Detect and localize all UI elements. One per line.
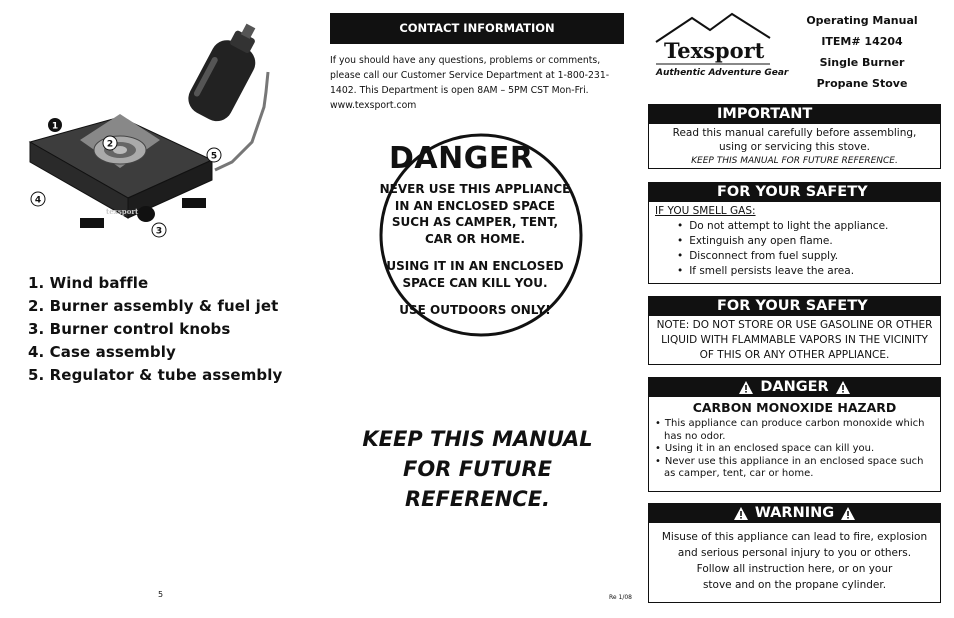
warning-line: Follow all instruction here, or on your [696, 563, 893, 575]
warning-triangle-icon [835, 380, 851, 395]
list-item: • This appliance can produce carbon monoxide which has no odor. [655, 418, 934, 443]
warning-triangle-icon [733, 506, 749, 521]
safety-title-2: FOR YOUR SAFETY [649, 297, 940, 316]
control-knob [137, 206, 155, 222]
warning-box [648, 503, 941, 603]
gas-instructions-list [655, 219, 934, 279]
callout-3 [152, 223, 166, 237]
callout-4 [31, 192, 45, 206]
danger-seal-warning-2: USING IT IN AN ENCLOSED SPACE CAN KILL YOU. [386, 259, 564, 290]
manual-title: Operating Manual [806, 14, 918, 27]
callout-1 [48, 118, 62, 132]
list-item: • If smell persists leave the area. [677, 264, 934, 279]
list-item: • Do not attempt to light the appliance. [677, 219, 934, 234]
safety-box-gas [648, 182, 941, 284]
warning-line: and serious personal injury to you or others. [677, 547, 912, 559]
part-item: 2. Burner assembly & fuel jet [28, 297, 279, 315]
callout-2 [103, 136, 117, 150]
danger-seal-warning-3: USE OUTDOORS ONLY! [399, 303, 551, 317]
carbon-monoxide-title: CARBON MONOXIDE HAZARD [692, 400, 897, 415]
part-item: 1. Wind baffle [28, 274, 149, 292]
smell-gas-label: IF YOU SMELL GAS: [655, 205, 756, 217]
warning-box-title: WARNING [754, 505, 835, 521]
svg-text:texsport: texsport [106, 207, 139, 216]
important-line-2: using or servicing this stove. [718, 141, 871, 153]
part-item: 3. Burner control knobs [28, 320, 231, 338]
part-item: 5. Regulator & tube assembly [28, 366, 283, 384]
propane-cylinder [183, 22, 272, 127]
parts-list [28, 272, 282, 387]
svg-text:4: 4 [34, 195, 42, 206]
svg-text:3: 3 [155, 226, 163, 237]
list-item: • Extinguish any open flame. [677, 234, 934, 249]
danger-box-title: DANGER [760, 379, 829, 395]
list-item: • Disconnect from fuel supply. [677, 249, 934, 264]
warning-triangle-icon [738, 380, 754, 395]
product-line-1: Single Burner [819, 56, 905, 69]
safety-title-1: FOR YOUR SAFETY [649, 183, 940, 202]
svg-text:Texsport: Texsport [664, 38, 765, 63]
contact-info-header: CONTACT INFORMATION [330, 13, 624, 44]
safety-box-gasoline [648, 296, 941, 365]
important-note: KEEP THIS MANUAL FOR FUTURE REFERENCE. [691, 156, 898, 166]
callout-5 [207, 148, 221, 162]
stove-illustration [20, 22, 310, 252]
texsport-logo [652, 12, 792, 80]
contact-info-body: If you should have any questions, problems or comments, please call our Customer Service Department at 1-800-231-1402. This Department is open 8AM – 5PM CST Mon-Fri. www.texsport.com [330, 55, 610, 111]
product-line-2: Propane Stove [816, 77, 908, 90]
list-item: • Never use this appliance in an enclosed space such as camper, tent, car or home. [655, 456, 934, 481]
warning-triangle-icon [840, 506, 856, 521]
danger-seal-warning-1: NEVER USE THIS APPLIANCE IN AN ENCLOSED SPACE SUCH AS CAMPER, TENT, CAR OR HOME. [379, 182, 571, 246]
carbon-monoxide-list [655, 418, 934, 481]
important-title: IMPORTANT [649, 105, 940, 124]
svg-text:2: 2 [106, 139, 114, 150]
svg-text:1: 1 [51, 121, 59, 132]
list-item: • Using it in an enclosed space can kill you. [655, 443, 934, 456]
part-item: 4. Case assembly [28, 343, 176, 361]
danger-box [648, 377, 941, 492]
svg-text:Authentic Adventure Gear: Authentic Adventure Gear [656, 68, 789, 78]
danger-seal-title: DANGER [389, 141, 534, 176]
page-number: 5 [158, 590, 164, 599]
important-line-1: Read this manual carefully before assembling, [672, 127, 917, 139]
manual-identification [800, 10, 924, 94]
revision-code: Re 1/08 [609, 594, 632, 601]
safety-note: NOTE: DO NOT STORE OR USE GASOLINE OR OTHER LIQUID WITH FLAMMABLE VAPORS IN THE VICINITY OF THIS OR ANY OTHER APPLIANCE. [656, 319, 933, 361]
important-box [648, 104, 941, 169]
warning-line: stove and on the propane cylinder. [702, 579, 887, 591]
item-number: ITEM# 14204 [821, 35, 903, 48]
warning-line: Misuse of this appliance can lead to fire, explosion [661, 531, 928, 543]
svg-text:5: 5 [210, 151, 218, 162]
keep-manual-notice: KEEP THIS MANUAL FOR FUTURE REFERENCE. [362, 427, 593, 511]
